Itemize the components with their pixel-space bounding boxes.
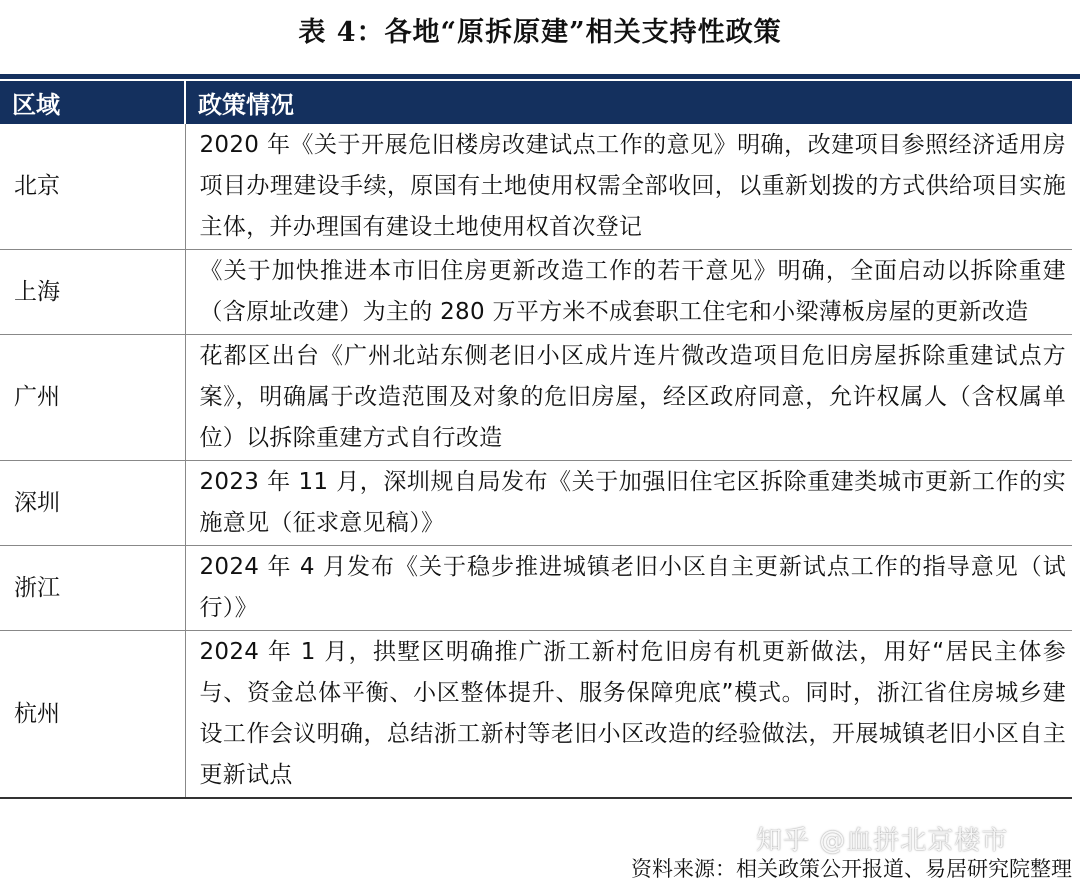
table-row: [0, 335, 1072, 461]
header-region: 区域: [0, 81, 185, 124]
watermark: 知乎 @血拼北京楼市: [756, 826, 1009, 856]
policy-cell: 花都区出台《广州北站东侧老旧小区成片连片微改造项目危旧房屋拆除重建试点方案》，明确属于改造范围及对象的危旧房屋，经区政府同意，允许权属人（含权属单位）以拆除重建方式自行改造: [185, 335, 1072, 461]
policy-cell: 2020 年《关于开展危旧楼房改建试点工作的意见》明确，改建项目参照经济适用房项目办理建设手续，原国有土地使用权需全部收回，以重新划拨的方式供给项目实施主体，并办理国有建设土地使用权首次登记: [185, 124, 1072, 250]
table-row: [0, 631, 1072, 799]
policy-cell: 《关于加快推进本市旧住房更新改造工作的若干意见》明确，全面启动以拆除重建（含原址改建）为主的 280 万平方米不成套职工住宅和小梁薄板房屋的更新改造: [185, 250, 1072, 335]
region-cell: 广州: [0, 335, 185, 461]
policy-cell: 2024 年 4 月发布《关于稳步推进城镇老旧小区自主更新试点工作的指导意见（试行）》: [185, 546, 1072, 631]
table-header-row: [0, 81, 1072, 124]
region-cell: 杭州: [0, 631, 185, 799]
policy-cell: 2024 年 1 月，拱墅区明确推广浙工新村危旧房有机更新做法，用好“居民主体参与、资金总体平衡、小区整体提升、服务保障兜底”模式。同时，浙江省住房城乡建设工作会议明确，总结浙工新村等老旧小区改造的经验做法，开展城镇老旧小区自主更新试点: [185, 631, 1072, 799]
region-cell: 深圳: [0, 461, 185, 546]
region-cell: 北京: [0, 124, 185, 250]
policy-cell: 2023 年 11 月，深圳规自局发布《关于加强旧住宅区拆除重建类城市更新工作的实施意见（征求意见稿）》: [185, 461, 1072, 546]
top-rule: [0, 74, 1080, 79]
source-note: 资料来源：相关政策公开报道、易居研究院整理: [631, 857, 1072, 881]
policy-table: [0, 81, 1072, 799]
table-row: [0, 546, 1072, 631]
region-cell: 浙江: [0, 546, 185, 631]
table-row: [0, 124, 1072, 250]
table-row: [0, 250, 1072, 335]
page-title: 表 4：各地“原拆原建”相关支持性政策: [298, 17, 782, 48]
table-row: [0, 461, 1072, 546]
region-cell: 上海: [0, 250, 185, 335]
header-policy: 政策情况: [185, 81, 1072, 124]
